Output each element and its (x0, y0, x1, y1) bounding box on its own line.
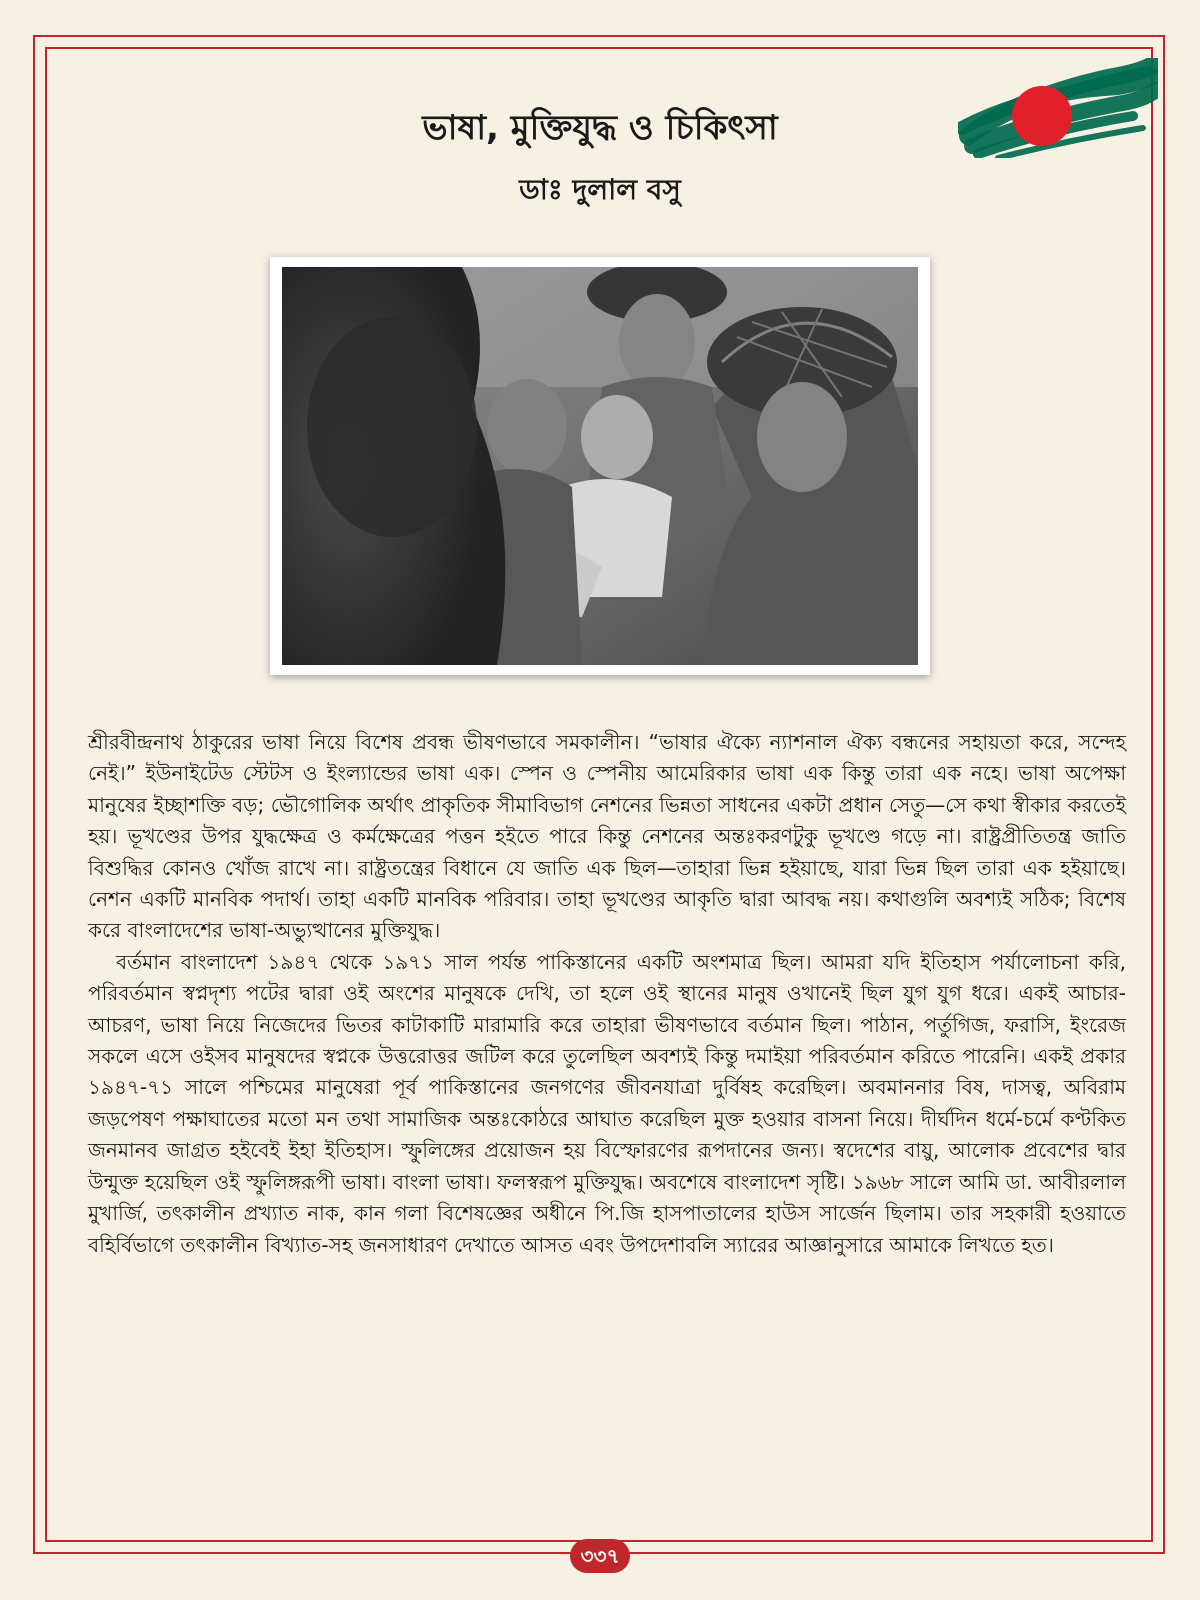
article-body (88, 727, 1126, 1261)
war-medical-photo (282, 267, 918, 665)
photo-frame (270, 257, 930, 675)
page-number-badge: ৩৩৭ (570, 1539, 630, 1573)
article-paragraph: শ্রীরবীন্দ্রনাথ ঠাকুরের ভাষা নিয়ে বিশেষ প্রবন্ধ ভীষণভাবে সমকালীন। “ভাষার ঐক্যে ন্যাশনাল ঐক্য বন্ধনের সহায়তা করে, সন্দেহ নেই।” ইউনাইটেড স্টেটস ও ইংল্যান্ডের ভাষা এক। স্পেন ও স্পেনীয় আমেরিকার ভাষা এক কিন্তু তারা এক নহে। ভাষা অপেক্ষা মানুষের ইচ্ছাশক্তি বড়; ভৌগোলিক অর্থাৎ প্রাকৃতিক সীমাবিভাগ নেশনের ভিন্নতা সাধনের একটা প্রধান সেতু—সে কথা স্বীকার করতেই হয়। ভূখণ্ডের উপর যুদ্ধক্ষেত্র ও কর্মক্ষেত্রের পত্তন হইতে পারে কিন্তু নেশনের অন্তঃকরণটুকু ভূখণ্ডে গড়ে না। রাষ্ট্রপ্রীতিতন্ত্র জাতি বিশুদ্ধির কোনও খোঁজ রাখে না। রাষ্ট্রতন্ত্রের বিধানে যে জাতি এক ছিল—তাহারা ভিন্ন হইয়াছে, যারা ভিন্ন ছিল তারা এক হইয়াছে। নেশন একটি মানবিক পদার্থ। তাহা একটি মানবিক পরিবার। তাহা ভূখণ্ডের আকৃতি দ্বারা আবদ্ধ নয়। কথাগুলি অবশ্যই সঠিক; বিশেষ করে বাংলাদেশের ভাষা-অভ্যুত্থানের মুক্তিযুদ্ধ। (88, 730, 1126, 943)
article-author: ডাঃ দুলাল বসু (519, 173, 681, 206)
article-paragraph: বর্তমান বাংলাদেশ ১৯৪৭ থেকে ১৯৭১ সাল পর্যন্ত পাকিস্তানের একটি অংশমাত্র ছিল। আমরা যদি ইতিহাস পর্যালোচনা করি, পরিবর্তমান স্বপ্নদৃশ্য পটের দ্বারা ওই অংশের মানুষকে দেখি, তা হলে ওই স্থানের মানুষ ওখানেই ছিল যুগ যুগ ধরে। একই আচার-আচরণ, ভাষা নিয়ে নিজেদের ভিতর কাটাকাটি মারামারি করে তাহারা ভীষণভাবে বর্তমান ছিল। পাঠান, পর্তুগিজ, ফরাসি, ইংরেজ সকলে এসে ওইসব মানুষদের স্বপ্নকে উত্তরোত্তর জটিল করে তুলেছিল অবশ্যই কিন্তু দমাইয়া পরিবর্তমান করিতে পারেনি। একই প্রকার ১৯৪৭-৭১ সালে পশ্চিমের মানুষেরা পূর্ব পাকিস্তানের জনগণের জীবনযাত্রা দুর্বিষহ করেছিল। অবমাননার বিষ, দাসত্ব, অবিরাম জড়পেষণ পক্ষাঘাতের মতো মন তথা সামাজিক অন্তঃকোঠরে আঘাত করেছিল মুক্ত হওয়ার বাসনা নিয়ে। দীর্ঘদিন ধর্মে-চর্মে কণ্টকিত জনমানব জাগ্রত হইবেই ইহা ইতিহাস। স্ফুলিঙ্গের প্রয়োজন হয় বিস্ফোরণের রূপদানের জন্য। স্বদেশের বায়ু, আলোক প্রবেশের দ্বার উন্মুক্ত হয়েছিল ওই স্ফুলিঙ্গরূপী ভাষা। বাংলা ভাষা। ফলস্বরূপ মুক্তিযুদ্ধ। অবশেষে বাংলাদেশ সৃষ্টি। ১৯৬৮ সালে আমি ডা. আবীরলাল মুখার্জি, তৎকালীন প্রখ্যাত নাক, কান গলা বিশেষজ্ঞের অধীনে পি.জি হাসপাতালের হাউস সার্জেন ছিলাম। তার সহকারী হওয়াতে বহির্বিভাগে তৎকালীন বিখ্যাত-সহ জনসাধারণ দেখাতে আসত এবং উপদেশাবলি স্যারের আজ্ঞানুসারে আমাকে লিখতে হত। (88, 949, 1126, 1257)
article-title: ভাষা, মুক্তিযুদ্ধ ও চিকিৎসা (422, 108, 778, 148)
